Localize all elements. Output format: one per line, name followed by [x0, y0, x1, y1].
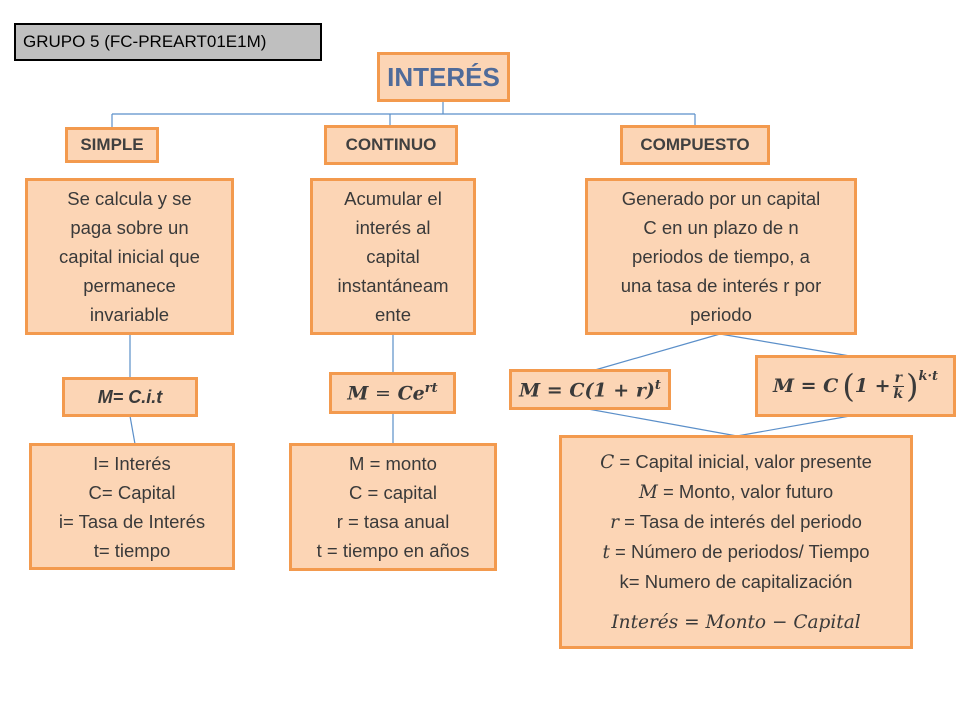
text-line: una tasa de interés r por	[620, 275, 822, 296]
compuesto-description	[585, 178, 857, 335]
text-line: permanece	[83, 275, 176, 296]
text-line: capital	[366, 246, 420, 267]
page-title: INTERÉS	[387, 61, 500, 92]
legend-text: = Tasa de interés del periodo	[618, 511, 862, 532]
text-line: invariable	[89, 304, 170, 325]
fraction	[893, 371, 904, 402]
text-line: r = tasa anual	[336, 511, 450, 532]
formula-text	[519, 378, 661, 401]
text-line	[610, 507, 862, 537]
continuo-legend	[289, 443, 497, 571]
legend-text: = Monto, valor futuro	[657, 481, 834, 502]
continuo-header: CONTINUO	[324, 125, 458, 165]
formula-exponent: t	[654, 377, 661, 393]
text-line: t= tiempo	[93, 539, 171, 561]
simple-header: SIMPLE	[65, 127, 159, 163]
text-line: C = capital	[349, 482, 437, 503]
simple-legend	[29, 443, 235, 570]
formula-body: M = C(1 + r)	[519, 379, 655, 402]
text-line	[600, 447, 872, 477]
group-label: GRUPO 5 (FC-PREART01E1M)	[14, 23, 322, 61]
identity-formula: Interés = Monto − Capital	[611, 612, 861, 633]
formula-lhs: M	[347, 382, 369, 405]
formula-eq: =	[375, 382, 391, 405]
text-line	[639, 477, 833, 507]
text-line: capital inicial que	[59, 246, 200, 267]
text-line: C en un plazo de n	[643, 217, 799, 238]
fraction-numerator: r	[894, 369, 902, 386]
compuesto-formula-periodic	[755, 355, 956, 417]
formula-text	[347, 381, 437, 404]
text-line: i= Tasa de Interés	[58, 510, 206, 532]
formula-exponent: rt	[424, 381, 438, 397]
text-line: paga sobre un	[70, 217, 189, 238]
text-line: M = monto	[349, 453, 437, 474]
formula-lhs: M = C	[773, 375, 839, 397]
legend-text: = Número de periodos/ Tiempo	[609, 541, 870, 562]
legend-text: k= Numero de capitalización	[619, 571, 853, 592]
text-line: t = tiempo en años	[316, 540, 470, 561]
text-line: periodo	[690, 304, 752, 325]
text-line	[602, 537, 869, 567]
math-var: t	[602, 542, 610, 563]
formula-one-plus: 1 +	[854, 375, 891, 397]
text-line	[620, 567, 853, 596]
formula-text	[773, 367, 938, 405]
formula-exponent: k·t	[918, 369, 938, 384]
compuesto-legend	[559, 435, 913, 649]
compuesto-header: COMPUESTO	[620, 125, 770, 165]
simple-formula	[62, 377, 198, 417]
formula-base: Ce	[397, 382, 425, 405]
text-line: Acumular el	[344, 188, 442, 209]
continuo-description	[310, 178, 476, 335]
fraction-denominator: k	[893, 385, 904, 402]
legend-text: = Capital inicial, valor presente	[614, 451, 872, 472]
text-line: ente	[374, 304, 411, 325]
text-line: instantáneam	[337, 275, 449, 296]
text-line: interés al	[355, 217, 431, 238]
title-box	[377, 52, 510, 102]
paren-open: (	[842, 367, 855, 405]
math-var: M	[638, 482, 658, 503]
math-var: C	[600, 452, 615, 473]
compuesto-formula-discrete	[509, 369, 671, 410]
continuo-formula	[329, 372, 456, 414]
paren-close: )	[905, 367, 919, 405]
text-line: Generado por un capital	[621, 188, 821, 209]
simple-description	[25, 178, 234, 335]
text-line: periodos de tiempo, a	[632, 246, 810, 267]
text-line: C= Capital	[88, 481, 176, 503]
text-line: Se calcula y se	[67, 188, 192, 209]
text-line: I= Interés	[93, 452, 171, 474]
formula-text: M= C.i.t	[97, 386, 163, 407]
math-var: r	[610, 512, 619, 533]
